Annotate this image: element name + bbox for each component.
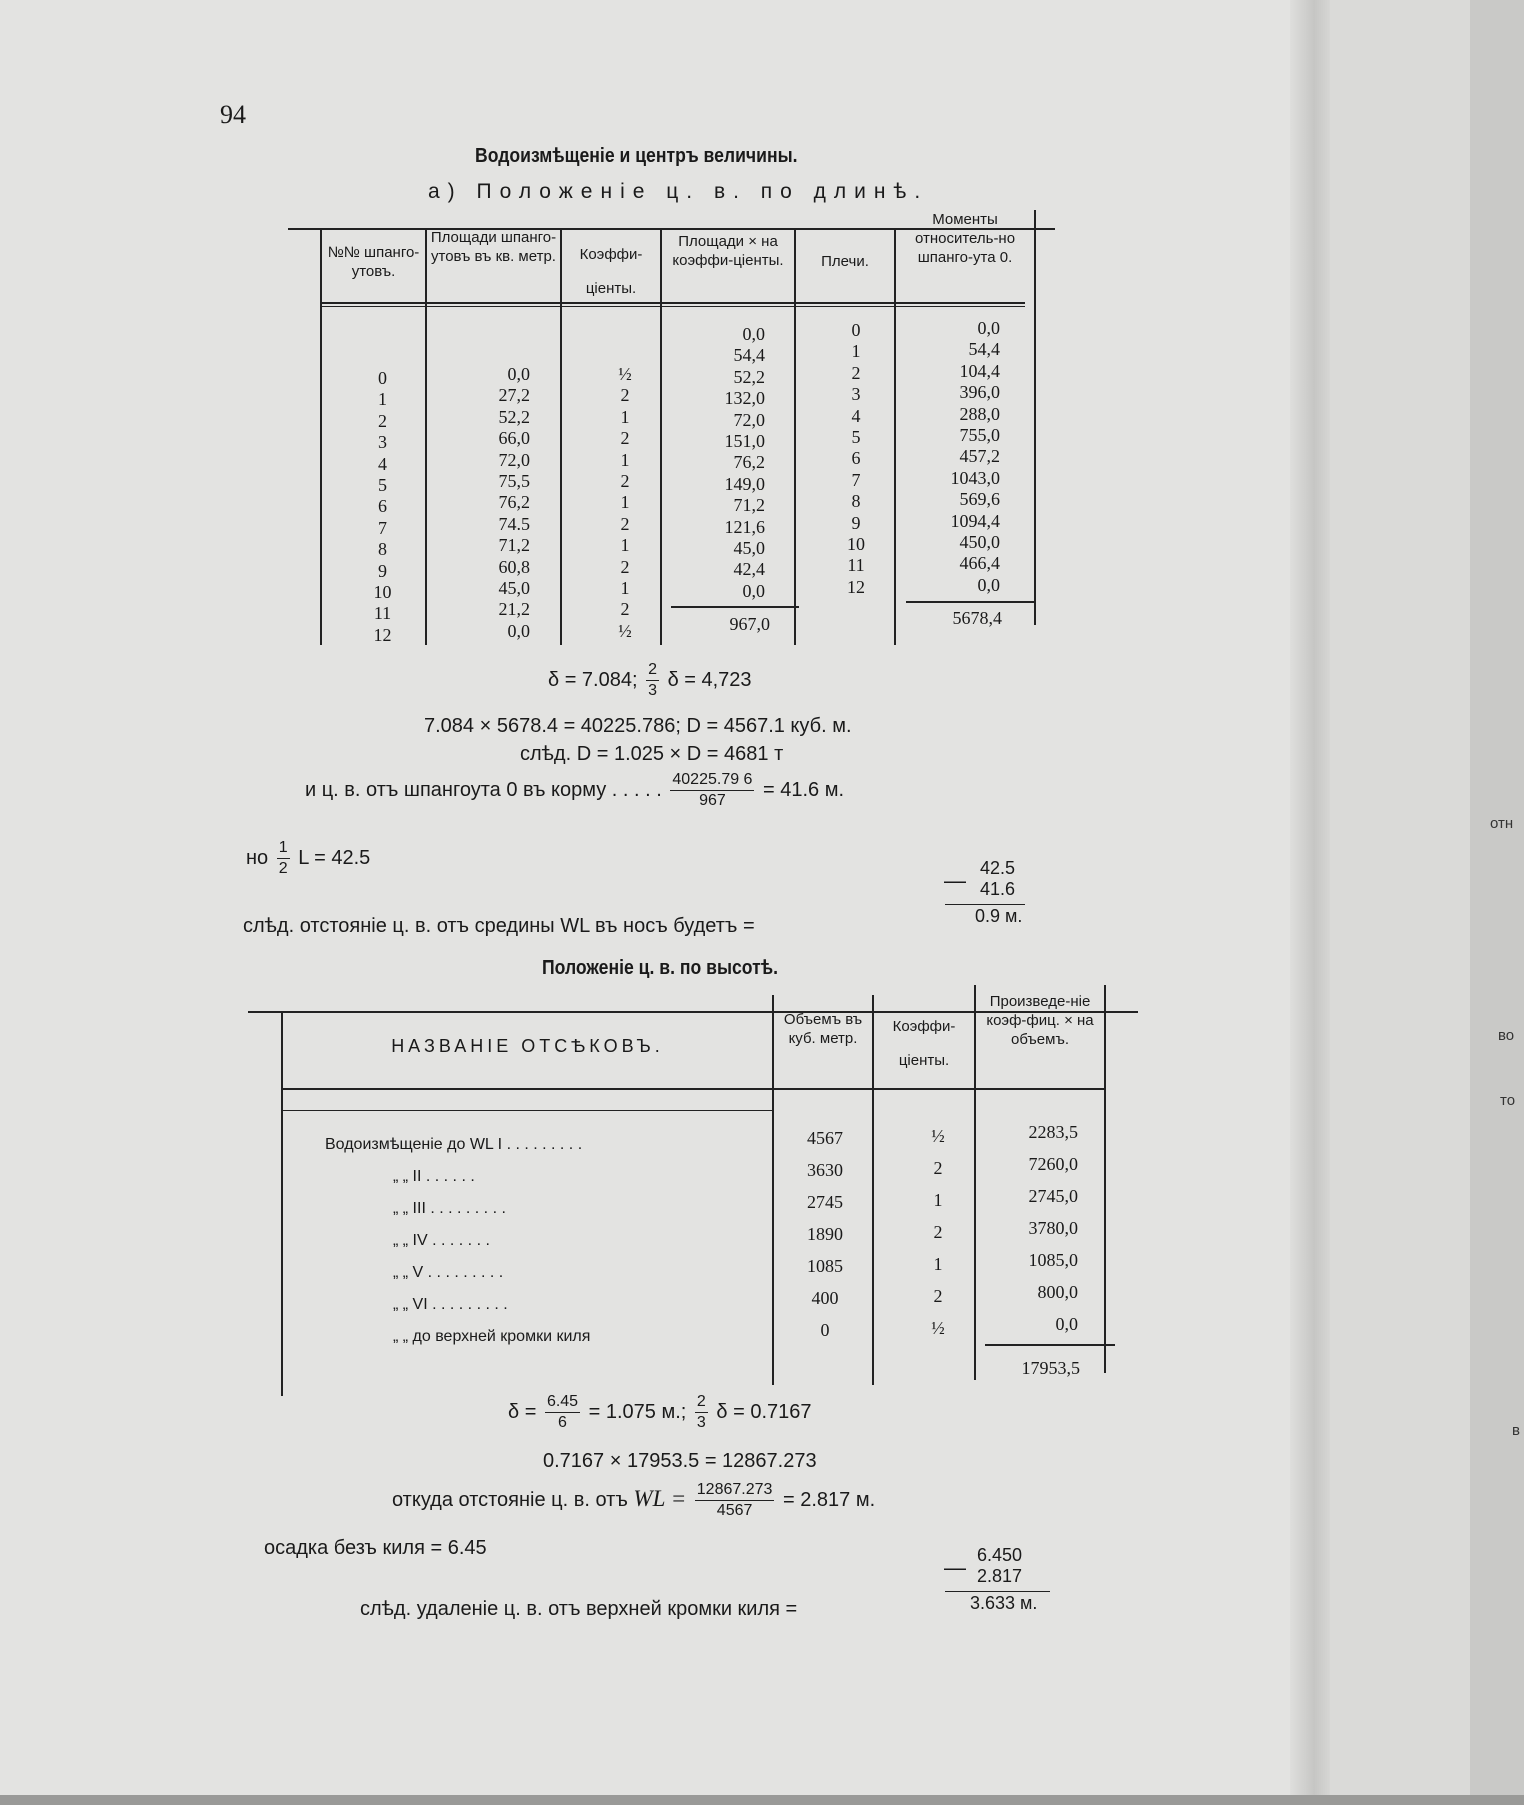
table-cell: 1 xyxy=(620,449,630,470)
header-frames: №№ шпанго-утовъ. xyxy=(327,244,420,280)
table-cell: 72,0 xyxy=(733,409,765,430)
table-left-rule xyxy=(320,230,322,645)
page-number: 94 xyxy=(220,100,246,129)
table-header-rule xyxy=(322,306,1025,307)
table-cell: 2 xyxy=(933,1286,943,1306)
subtraction-rule xyxy=(945,1591,1050,1592)
table-right-rule xyxy=(1104,985,1106,1373)
column-areas xyxy=(470,364,530,642)
table-cell: 45,0 xyxy=(733,537,765,558)
table-cell: 457,2 xyxy=(959,446,1000,467)
table-cell: 0 xyxy=(851,320,861,340)
table-cell: 52,2 xyxy=(498,406,530,427)
sum-rule xyxy=(985,1344,1115,1346)
table-cell: 11 xyxy=(847,555,865,576)
table-cell: 72,0 xyxy=(498,449,530,470)
table-cell: 76,2 xyxy=(733,452,765,473)
header-volume: Объемъ въ куб. метр. xyxy=(783,1011,863,1047)
table-cell: 466,4 xyxy=(959,553,1000,574)
formula-cb-keel: слѣд. удаленіе ц. в. отъ верхней кромки киля = xyxy=(360,1598,798,1620)
table-cell: 1 xyxy=(620,535,630,556)
table-cell: 2745,0 xyxy=(1028,1186,1078,1206)
margin-fragment: в xyxy=(1512,1422,1520,1439)
table-cell: 0,0 xyxy=(977,318,1000,338)
margin-fragment: во xyxy=(1498,1027,1515,1044)
moments-total: 5678,4 xyxy=(952,608,1002,628)
subtraction-stack-2: 6.450 2.817 xyxy=(976,1545,1022,1586)
table-cell: 2 xyxy=(620,428,630,449)
table-cell: 132,0 xyxy=(724,388,765,409)
table-cell: 2 xyxy=(620,385,630,406)
table-cell: 10 xyxy=(847,533,865,554)
subtraction-stack: 42.5 41.6 xyxy=(979,858,1015,899)
table-cell: 9 xyxy=(378,560,387,581)
book-gutter xyxy=(1290,0,1330,1805)
column-moments xyxy=(910,318,1000,596)
table-cell: 1890 xyxy=(807,1224,843,1244)
column-rule xyxy=(772,995,774,1385)
table-cell: 27,2 xyxy=(498,385,530,406)
table-cell: 2 xyxy=(620,599,630,620)
column-volume xyxy=(790,1122,860,1346)
table-cell: 2745 xyxy=(807,1192,843,1212)
section-title: Водоизмѣщеніе и центръ величины. xyxy=(475,145,798,167)
table-cell: 3780,0 xyxy=(1028,1218,1078,1238)
table-cell: 6 xyxy=(378,496,387,517)
table-cell: 2 xyxy=(933,1158,943,1178)
table-cell: 0,0 xyxy=(1055,1314,1078,1334)
table-left-rule xyxy=(281,1013,283,1396)
table-cell: 9 xyxy=(851,512,861,533)
table-cell: 75,5 xyxy=(498,470,530,491)
table-cell: 1085,0 xyxy=(1028,1250,1078,1270)
adjacent-page-edge xyxy=(1470,0,1524,1805)
margin-fragment: отн xyxy=(1490,815,1514,832)
page-bottom-edge xyxy=(0,1795,1524,1805)
table-cell: 5 xyxy=(378,474,387,495)
table-cell: 4 xyxy=(851,405,861,426)
formula-cb-aft: и ц. в. отъ шпангоута 0 въ корму . . . . . $\frac{40225.79 6}{967}$ = 41.6 м. xyxy=(305,771,845,809)
table-cell: 1043,0 xyxy=(950,467,1000,488)
table-cell: ½ xyxy=(931,1126,945,1146)
header-products: Площади × на коэффи-ціенты. xyxy=(672,233,784,269)
column-coefficients xyxy=(903,1120,973,1344)
minus-sign: — xyxy=(944,1555,966,1580)
table-cell: 151,0 xyxy=(724,430,765,451)
table-cell: 1 xyxy=(378,389,387,410)
table-cell: 2 xyxy=(620,470,630,491)
minus-sign: — xyxy=(944,868,966,893)
column-rule xyxy=(425,230,427,645)
table-cell: 2 xyxy=(620,513,630,534)
table-cell: 7 xyxy=(851,469,861,490)
table-cell: 2 xyxy=(378,410,387,431)
table-cell: 1 xyxy=(933,1254,943,1274)
header-moments: Моменты относитель-но шпанго-ута 0. xyxy=(914,211,1016,266)
table-cell: 7 xyxy=(378,517,387,538)
compartment-label: „ „ VI . . . . . . . . . xyxy=(393,1296,508,1313)
table-cell: 10 xyxy=(373,581,392,602)
table-cell: 1 xyxy=(620,406,630,427)
table-cell: 21,2 xyxy=(498,599,530,620)
table-cell: 42,4 xyxy=(733,559,765,580)
table-cell: 60,8 xyxy=(498,556,530,577)
table-cell: 149,0 xyxy=(724,473,765,494)
table-cell: 3 xyxy=(378,432,387,453)
column-product xyxy=(990,1116,1078,1340)
table-cell: 450,0 xyxy=(959,531,1000,552)
header-coefficients: Коэффи-ціенты. xyxy=(579,246,643,297)
margin-fragment: то xyxy=(1500,1092,1516,1109)
table-cell: 1085 xyxy=(807,1256,843,1276)
header-compartments: НАЗВАНІЕ ОТСѢКОВЪ. xyxy=(391,1036,664,1056)
table-cell: 1 xyxy=(933,1190,943,1210)
table-cell: 45,0 xyxy=(498,577,530,598)
sum-rule xyxy=(671,606,799,608)
column-arms xyxy=(826,320,886,598)
formula-half-length: но $\frac{1}{2}$ L = 42.5 xyxy=(246,839,371,877)
table-header-rule xyxy=(322,302,1025,304)
formula-delta: δ = 7.084; $\frac{2}{3}$ δ = 4,723 xyxy=(548,661,752,699)
product-total: 17953,5 xyxy=(1021,1358,1080,1378)
column-products xyxy=(700,324,765,602)
table-header-rule xyxy=(283,1110,773,1111)
table-cell: 2 xyxy=(851,362,861,383)
header-product: Произведе-ніе коэф-фиц. × на объемъ. xyxy=(986,993,1094,1048)
table-cell: 5 xyxy=(851,426,861,447)
table-cell: 66,0 xyxy=(498,428,530,449)
table-cell: 71,2 xyxy=(733,495,765,516)
table-cell: 12 xyxy=(373,624,392,645)
table-cell: 4567 xyxy=(807,1128,843,1148)
sum-rule xyxy=(906,601,1034,603)
formula-draft: осадка безъ киля = 6.45 xyxy=(264,1537,487,1559)
column-rule xyxy=(894,230,896,645)
table-cell: 1 xyxy=(851,341,861,362)
table-cell: 2283,5 xyxy=(1028,1122,1078,1142)
table-cell: 0,0 xyxy=(742,324,765,344)
header-areas: Площади шпанго-утовъ въ кв. метр. xyxy=(430,229,557,265)
table-cell: 71,2 xyxy=(498,535,530,556)
table-cell: 0,0 xyxy=(977,574,1000,595)
table-cell: 52,2 xyxy=(733,366,765,387)
table-cell: 4 xyxy=(378,453,387,474)
table-cell: 0,0 xyxy=(507,364,530,384)
formula-cb-forward: слѣд. отстояніе ц. в. отъ средины WL въ носъ будетъ = xyxy=(243,915,755,937)
table-cell: ½ xyxy=(618,364,632,384)
compartment-label: Водоизмѣщеніе до WL I . . . . . . . . . xyxy=(325,1136,583,1153)
table-cell: 54,4 xyxy=(968,339,1000,360)
table-cell: 1 xyxy=(620,577,630,598)
header-coefficients: Коэффи-ціенты. xyxy=(892,1018,956,1069)
compartment-label: „ „ IV . . . . . . . xyxy=(393,1232,490,1249)
table-cell: 0 xyxy=(820,1320,830,1340)
table-cell: 288,0 xyxy=(959,403,1000,424)
subtraction-rule xyxy=(945,904,1025,905)
column-frames xyxy=(340,368,425,646)
table-cell: 104,4 xyxy=(959,360,1000,381)
table-cell: 569,6 xyxy=(959,489,1000,510)
table-cell: 2 xyxy=(933,1222,943,1242)
formula-displacement: слѣд. D = 1.025 × D = 4681 т xyxy=(520,743,784,765)
section-title-height: Положеніе ц. в. по высотѣ. xyxy=(542,957,778,979)
subtraction-result: 3.633 м. xyxy=(970,1593,1038,1613)
table-cell: 54,4 xyxy=(733,345,765,366)
table-cell: 76,2 xyxy=(498,492,530,513)
table-cell: 12 xyxy=(847,576,865,597)
table-cell: 0,0 xyxy=(507,620,530,641)
table-cell: ½ xyxy=(618,620,632,641)
formula-volume: 7.084 × 5678.4 = 40225.786; D = 4567.1 куб. м. xyxy=(424,715,852,737)
section-subtitle: а) Положеніе ц. в. по длинѣ. xyxy=(428,180,929,203)
header-arms: Плечи. xyxy=(821,253,869,270)
table-cell: 74.5 xyxy=(498,513,530,534)
products-total: 967,0 xyxy=(729,614,770,634)
compartment-label: „ „ II . . . . . . xyxy=(393,1168,475,1185)
formula-delta-height: δ = $\frac{6.45}{6}$ = 1.075 м.; $\frac{2}{3}$ δ = 0.7167 xyxy=(508,1393,812,1431)
compartment-label: „ „ V . . . . . . . . . xyxy=(393,1264,504,1281)
table-cell: 400 xyxy=(811,1288,839,1308)
table-cell: 121,6 xyxy=(724,516,765,537)
table-cell: 3630 xyxy=(807,1160,843,1180)
column-rule xyxy=(794,230,796,645)
formula-cb-height: откуда отстояніе ц. в. отъ WL = $\frac{12867.273}{4567}$ = 2.817 м. xyxy=(392,1481,876,1519)
table-cell: 11 xyxy=(373,603,392,624)
formula-moment-sum: 0.7167 × 17953.5 = 12867.273 xyxy=(543,1450,817,1472)
table-cell: 800,0 xyxy=(1037,1282,1078,1302)
table-cell: 1 xyxy=(620,492,630,513)
table-cell: 1094,4 xyxy=(950,510,1000,531)
table-cell: 0,0 xyxy=(742,580,765,601)
column-rule xyxy=(660,230,662,645)
column-coefficients xyxy=(595,364,655,642)
table-cell: 396,0 xyxy=(959,382,1000,403)
table-cell: 6 xyxy=(851,448,861,469)
compartment-label: „ „ III . . . . . . . . . xyxy=(393,1200,506,1217)
table-cell: 8 xyxy=(851,491,861,512)
table-cell: ½ xyxy=(931,1318,945,1338)
table-cell: 7260,0 xyxy=(1028,1154,1078,1174)
compartment-label: „ „ до верхней кромки киля xyxy=(393,1328,591,1345)
table-cell: 3 xyxy=(851,384,861,405)
table-right-rule xyxy=(1034,210,1036,625)
table-header-rule xyxy=(283,1088,1105,1090)
table-cell: 755,0 xyxy=(959,424,1000,445)
subtraction-result: 0.9 м. xyxy=(975,906,1023,926)
table-cell: 2 xyxy=(620,556,630,577)
table-cell: 8 xyxy=(378,539,387,560)
table-cell: 0 xyxy=(378,368,387,388)
